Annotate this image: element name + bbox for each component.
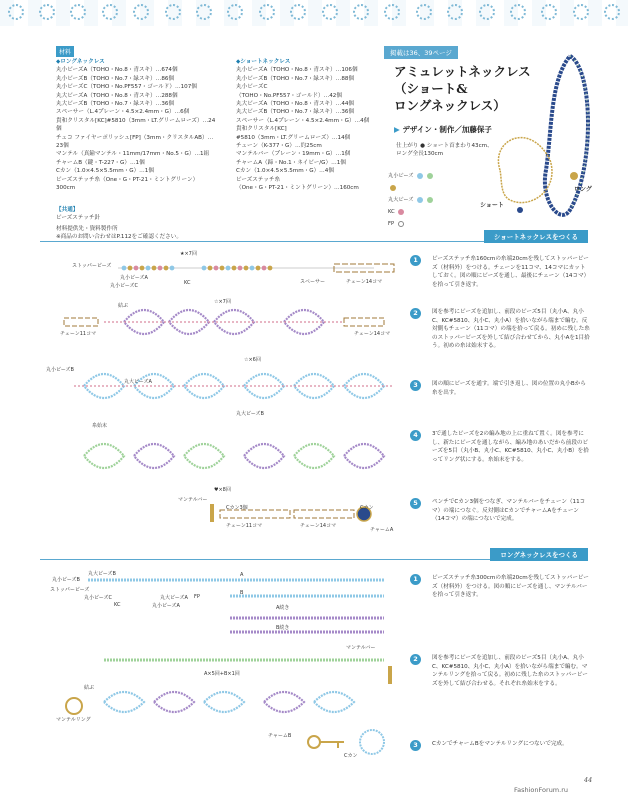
label-fp: FP	[194, 594, 200, 600]
material-item: チェーン（K-377・G）…約25cm	[236, 143, 322, 150]
title-line: アミュレットネックレス	[394, 64, 531, 79]
label-small-c: 丸小ビーズC	[110, 283, 139, 289]
material-item: 丸小ビーズA（TOHO・No.8・青スキ）…106個	[236, 67, 358, 74]
flower-icon	[227, 4, 243, 20]
flower-icon	[322, 4, 338, 20]
label-chain11-b: チェーン11コマ	[226, 523, 263, 529]
material-item: #5810（3mm・LT.グリームローズ）…14個	[236, 134, 351, 141]
material-item: マンテル（真鍮マンテル・11mm/17mm・No.5・G）…1組	[56, 151, 210, 158]
step-text: 図を参考にビーズを追加し、前段のビーズ5目（丸小A、丸小C、KC#5810、丸小C、丸小A）を拾いながら端まで編む。反対側もチェーン（11コマ）の端を拾って戻る。初めに残した糸のストッパービーズを外して結び合わせてから、丸小Aを1目拾う。初めの糸は始末する。	[432, 309, 590, 350]
step-number: 1	[410, 255, 421, 266]
label-mantel-bar: マンテルバー	[178, 497, 208, 503]
flower-icon	[165, 4, 181, 20]
label-charm-b: チャームB	[268, 733, 292, 739]
materials-tag: 材料	[56, 46, 74, 57]
material-item: スペーサー（L.4プレーン・4.5×2.4mm・G）…6個	[56, 109, 190, 116]
short-materials-list	[236, 58, 396, 193]
flower-icon	[416, 4, 432, 20]
label-a: A	[240, 572, 244, 578]
label-kc-long: KC	[114, 602, 121, 608]
label-big-b: 丸大ビーズB	[236, 411, 264, 417]
flower-icon	[479, 4, 495, 20]
flower-icon	[133, 4, 149, 20]
step-text: ビーズステッチ糸300cmの糸端20cmを残してストッパービーズ（材料外）をつける。図の順にビーズを通し、マンテルバーを拾って引き返す。	[432, 575, 589, 599]
flower-icon	[70, 4, 86, 20]
step-number: 3	[410, 740, 421, 751]
flower-icon	[353, 4, 369, 20]
step-number: 3	[410, 380, 421, 391]
label-repeat-star: ★×7回	[180, 251, 197, 257]
material-item: 丸大ビーズA（TOHO・No.8・青スキ）…44個	[236, 101, 355, 108]
material-note: ※商品のお問い合わせはP.112をご確認ください。	[56, 234, 182, 240]
label-kc: KC	[184, 280, 191, 286]
step-number: 2	[410, 308, 421, 319]
material-item: 丸小ビーズB（TOHO・No.7・緑スキ）…86個	[56, 75, 175, 82]
step-text: CカンでチャームBをマンテルリングにつないで完成。	[432, 741, 568, 747]
label-small-a-long: 丸小ビーズA	[152, 603, 180, 609]
label-repeat-open-star: ☆×7回	[214, 299, 231, 305]
label-knot: 結ぶ	[118, 303, 129, 309]
flower-icon	[102, 4, 118, 20]
finish-line: 仕上がり ● ショート首まわり43cm、	[396, 143, 493, 149]
material-item: 丸小ビーズC（TOHO・No.PF557・ゴールド）…107個	[56, 84, 197, 91]
legend-label: 丸大ビーズ	[388, 197, 414, 203]
label-chain14-end: チェーン14コマ	[354, 331, 391, 337]
legend-label: KC	[388, 209, 395, 215]
label-big-b-long: 丸大ビーズB	[88, 571, 116, 577]
flower-icon	[541, 4, 557, 20]
material-item: チェコ ファイヤーポリッシュ[FP]（3mm・クリスタルAB）…23個	[56, 134, 214, 150]
material-item: 丸小ビーズB（TOHO・No.7・緑スキ）…88個	[236, 75, 355, 82]
watermark: FashionForum.ru	[514, 786, 568, 794]
finish-line: ロング全長130cm	[396, 151, 444, 157]
flower-icon	[8, 4, 24, 20]
label-big-a-long: 丸大ビーズA	[160, 595, 188, 601]
bead-swatch-icon	[390, 185, 396, 191]
step-number: 4	[410, 430, 421, 441]
material-item: チャームA（蹄・No.1・ネイビー/G）…1個	[236, 159, 346, 166]
short-materials-heading: ◆ショートネックレス	[236, 59, 291, 65]
label-mantel-ring: マンテルリング	[56, 717, 91, 723]
step-text: ペンチでCカン3個をつなぎ、マンテルバーをチェーン（11コマ）の端につなぐ。反対側はCカンでチャームAをチェーン（14コマ）の端につないで完成。	[432, 499, 586, 523]
material-item: マンテルバー（プレーン・19mm・G）…1個	[236, 151, 351, 158]
label-chain14-b: チェーン14コマ	[300, 523, 337, 529]
bead-swatch-icon	[427, 197, 433, 203]
label-small-b: 丸小ビーズB	[46, 367, 74, 373]
label-c-can-long: Cカン	[344, 753, 358, 759]
label-repeat-ab: A×5回+B×1回	[204, 671, 240, 677]
long-section-title: ロングネックレスをつくる	[490, 548, 588, 561]
label-repeat-6: ☆×6回	[244, 357, 261, 363]
flower-icon	[196, 4, 212, 20]
flower-icon	[39, 4, 55, 20]
charm-key	[308, 736, 344, 748]
bead-swatch-icon	[398, 221, 404, 227]
short-section-title: ショートネックレスをつくる	[484, 230, 588, 243]
step-number: 5	[410, 498, 421, 509]
label-long: ロング	[574, 186, 592, 193]
flower-icon	[290, 4, 306, 20]
material-item: 丸小ビーズC	[236, 84, 268, 91]
step-text: 3で通したビーズを2の編み地の上に重ねて置く。図を参考にし、新たにビーズを通しながら、編み地のあいだから前段のビーズを5目（丸小B、丸小C、KC#5810、丸小C、丸小B）を拾ってリング状にする。糸始末をする。	[432, 431, 589, 463]
label-c-can: Cカン	[360, 505, 374, 511]
materials-section	[56, 46, 376, 240]
bead-swatch-icon	[417, 197, 423, 203]
flower-icon	[259, 4, 275, 20]
material-item: 丸小ビーズA（TOHO・No.8・青スキ）…674個	[56, 67, 178, 74]
label-big-a: 丸大ビーズA	[124, 379, 152, 385]
long-materials-list	[56, 58, 216, 193]
necklace-photo-illustration	[490, 50, 600, 226]
material-item: ビーズステッチ糸（One・G・PT-21・ミントグリーン）300cm	[56, 176, 199, 192]
label-b-cont: B続き	[276, 625, 290, 631]
step-text: ビーズステッチ糸160cmの糸端20cmを残してストッパービーズ（材料外）をつける。チェーンを11コマ、14コマにカットしておく。図の順にビーズを通し、最後にチェーン（14コマ）を拾って引き返す。	[432, 256, 590, 288]
step-number: 1	[410, 574, 421, 585]
long-section-bar	[40, 548, 588, 560]
bead-swatch-icon	[398, 209, 404, 215]
legend-row	[388, 170, 440, 194]
label-small-b-long: 丸小ビーズB	[52, 577, 80, 583]
legend-label: 丸小ビーズ	[388, 173, 414, 179]
flower-pattern-row	[0, 4, 628, 22]
label-charm-a: チャームA	[370, 527, 394, 533]
step-number: 2	[410, 654, 421, 665]
legend-row	[388, 218, 440, 230]
label-stopper-long: ストッパービーズ	[50, 587, 90, 593]
material-item: 貴和クリスタル[KC]#5810（3mm・LT.グリームローズ）…24個	[56, 117, 216, 133]
long-materials-heading: ◆ロングネックレス	[56, 59, 105, 65]
label-spacer: スペーサー	[300, 279, 326, 285]
page-number: 44	[584, 776, 593, 784]
flower-icon	[447, 4, 463, 20]
label-thread-end: 糸始末	[92, 423, 108, 429]
material-item: （One・G・PT-21・ミントグリーン）…160cm	[236, 185, 359, 192]
label-short: ショート	[480, 202, 504, 209]
label-stopper: ストッパービーズ	[72, 263, 112, 269]
flower-icon	[604, 4, 620, 20]
flower-icon	[510, 4, 526, 20]
material-item: 丸大ビーズB（TOHO・No.7・緑スキ）…36個	[236, 109, 355, 116]
legend-row	[388, 206, 440, 218]
short-section-bar	[40, 230, 588, 242]
title-line: （ショート&	[394, 81, 468, 96]
material-item: スペーサー（L.4プレーン・4.5×2.4mm・G）…4個	[236, 117, 370, 124]
material-item: Cカン（1.0×4.5×5.5mm・G）…1個	[56, 168, 154, 175]
material-item: （TOHO・No.PF557・ゴールド）…42個	[236, 92, 342, 99]
label-b: B	[240, 590, 244, 596]
step-text: 図を参考にビーズを追加し、前段のビーズ5目（丸小A、丸小C、KC#5810、丸小C、丸小A）を拾いながら端まで編む。マンテルリングを拾って戻る。初めに残した糸のストッパービーズを外して結び合わせる。それぞれ糸始末をする。	[432, 655, 588, 687]
finished-size	[396, 142, 496, 158]
material-item: ビーズステッチ糸	[236, 176, 281, 183]
flower-icon	[384, 4, 400, 20]
label-chain11: チェーン11コマ	[60, 331, 97, 337]
label-small-c-long: 丸小ビーズC	[84, 595, 113, 601]
label-small-a: 丸小ビーズA	[120, 275, 148, 281]
material-item: 貴和クリスタル[KC]	[236, 126, 287, 133]
label-knot-long: 結ぶ	[84, 685, 95, 691]
material-item: 丸大ビーズA（TOHO・No.8・青スキ）…288個	[56, 92, 178, 99]
flower-icon	[573, 4, 589, 20]
bead-legend	[388, 170, 440, 230]
common-item: ビーズステッチ針	[56, 215, 101, 221]
designer-credit: ▶ デザイン・制作／加藤保子	[394, 124, 492, 135]
step-text: 図の順にビーズを通す。端で引き返し、図の位置の丸小Bから糸を出す。	[432, 381, 586, 396]
label-chain14: チェーン14コマ	[346, 279, 383, 285]
legend-label: FP	[388, 221, 395, 227]
label-mantel-bar-long: マンテルバー	[346, 645, 376, 651]
material-item: Cカン（1.0×4.5×5.5mm・G）…4個	[236, 168, 334, 175]
legend-row	[388, 194, 440, 206]
label-c-can-3: Cカン3個	[226, 505, 248, 511]
material-item: チャームB（鍵・T-227・G）…1個	[56, 159, 145, 166]
material-note: 材料提供先・資料製作所	[56, 226, 118, 232]
label-repeat-heart: ♥×8回	[214, 487, 231, 493]
title-line: ロングネックレス）	[394, 98, 506, 113]
bead-swatch-icon	[427, 173, 433, 179]
bead-swatch-icon	[417, 173, 423, 179]
page-reference-tag: 掲載は36、39ページ	[384, 46, 458, 59]
common-heading: 【共通】	[56, 207, 79, 213]
label-a-cont: A続き	[276, 605, 290, 611]
material-item: 丸大ビーズB（TOHO・No.7・緑スキ）…36個	[56, 101, 175, 108]
